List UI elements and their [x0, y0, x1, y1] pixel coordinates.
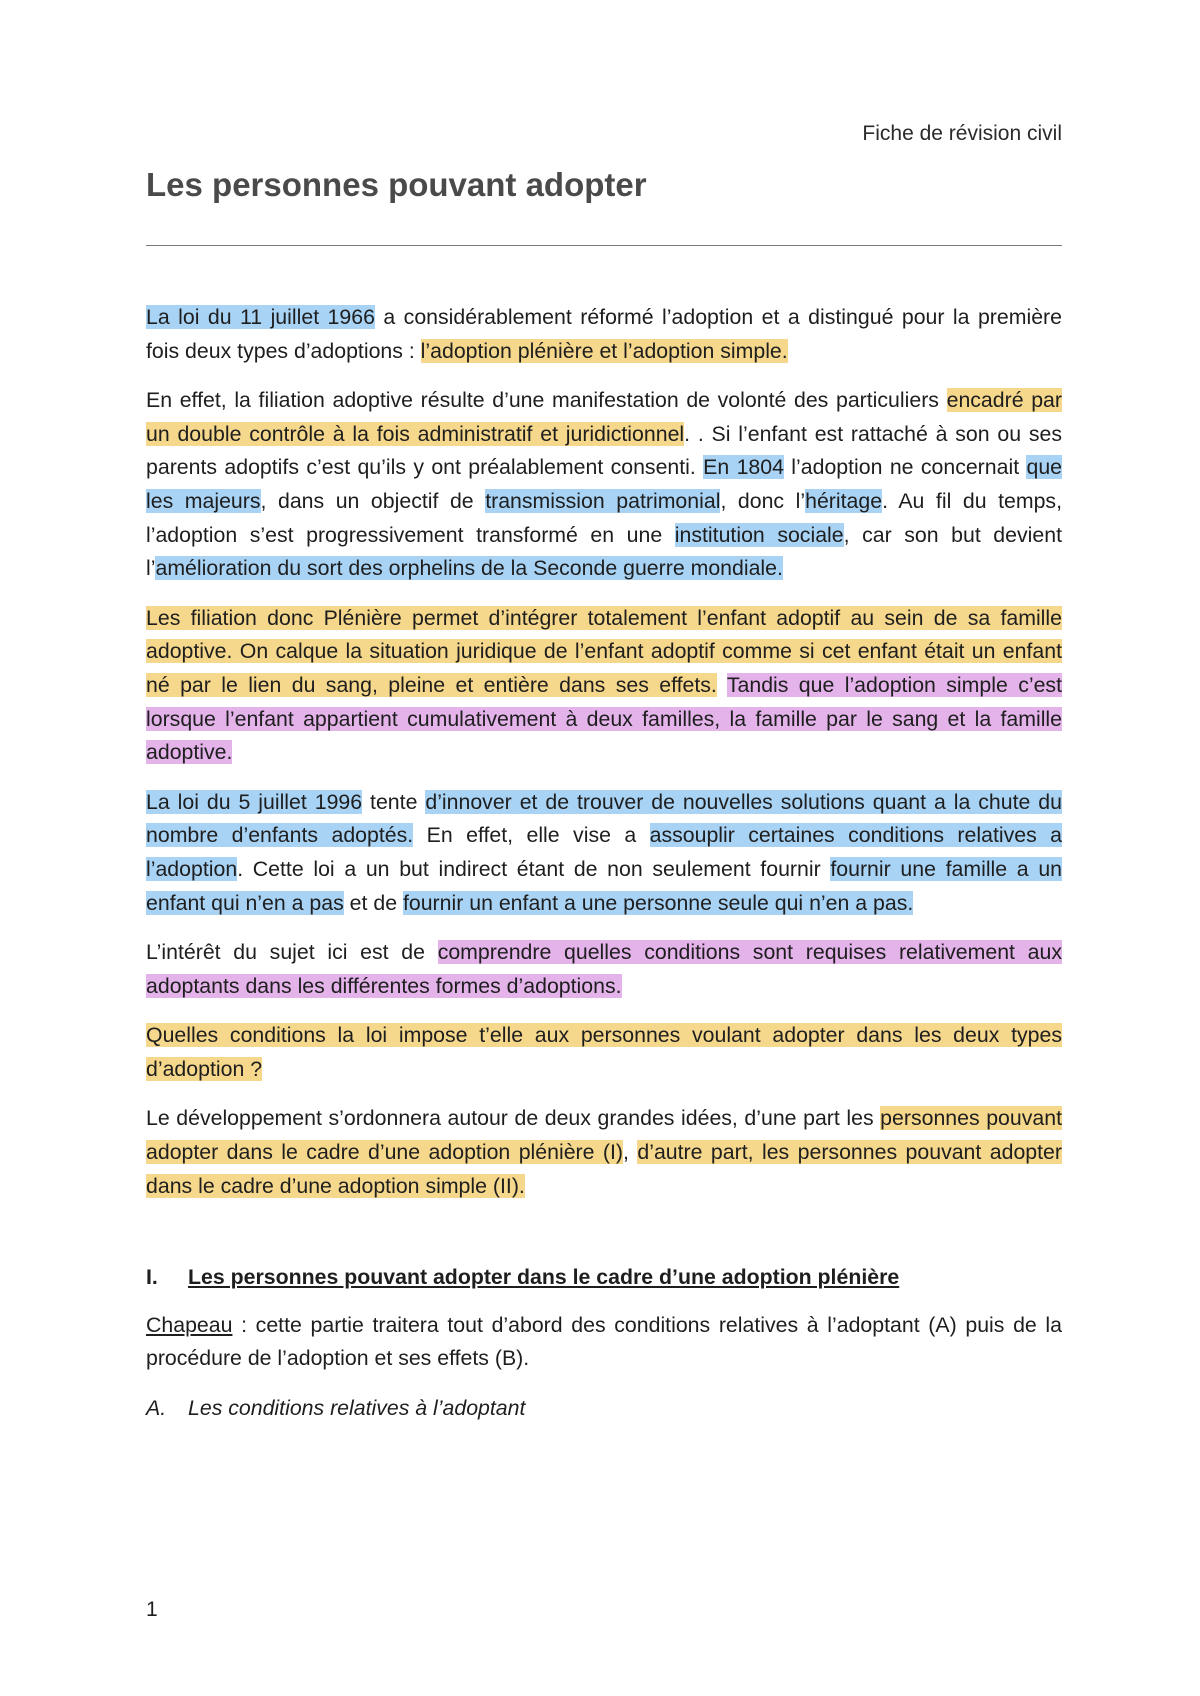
text-run: : cette partie traitera tout d’abord des conditions relatives à l’adoptant (A) puis de la procédure de l’adoption et ses effets (B).	[146, 1312, 1062, 1371]
text-run: . Au fil du temps, l’adoption s’est progressivement transformé en une	[146, 488, 1062, 547]
highlight-blue: héritage	[805, 488, 883, 513]
paragraph-plan	[146, 1102, 1062, 1203]
text-run: a considérablement réformé l’adoption et a distingué pour la première fois deux types d’adoptions :	[146, 305, 1062, 363]
text-run: tente	[362, 789, 426, 814]
highlight-yellow: l’adoption plénière et l’adoption simple.	[420, 338, 788, 363]
paragraph-types	[146, 602, 1062, 770]
highlight-yellow: Quelles conditions la loi impose t’elle aux personnes voulant adopter dans les deux types d’adoption ?	[146, 1023, 1062, 1081]
section-number: I.	[146, 1265, 158, 1290]
document-body	[146, 301, 1062, 1426]
text-run: En effet, la filiation adoptive résulte d’une manifestation de volonté des particuliers	[146, 388, 947, 413]
text-run: En effet, elle vise a	[413, 823, 650, 848]
text-run: . Cette loi a un but indirect étant de non seulement fournir	[237, 856, 831, 881]
highlight-blue: La loi du 11 juillet 1966	[146, 305, 375, 329]
highlight-blue: fournir une famille a un enfant qui n’en a pas	[146, 856, 1063, 915]
section-heading-1	[146, 1261, 1062, 1295]
paragraph-history	[146, 384, 1062, 586]
highlight-yellow: d’autre part, les personnes pouvant adopter dans le cadre d’une adoption simple (II).	[146, 1140, 1062, 1198]
highlight-blue: assouplir certaines conditions relatives a l’adoption	[146, 823, 1062, 881]
subsection-number: A.	[146, 1396, 167, 1421]
text-run: L’intérêt du sujet ici est de	[146, 940, 438, 965]
page-title: Les personnes pouvant adopter	[146, 166, 647, 203]
text-run: . . Si l’enfant est rattaché à son ou ses parents adoptifs c’est qu’ils y ont préalablement consenti.	[146, 421, 1062, 480]
paragraph-interest	[146, 936, 1062, 1003]
title-divider	[146, 245, 1062, 246]
text-run: l’adoption ne concernait	[783, 455, 1027, 480]
highlight-blue: En 1804	[703, 455, 784, 480]
highlight-blue: transmission patrimonial	[485, 488, 721, 513]
highlight-purple: Tandis que l’adoption simple c’est lorsque l’enfant appartient cumulativement à deux familles, la famille par le sang et la famille adoptive.	[146, 672, 1062, 765]
subsection-heading-a	[146, 1392, 1062, 1426]
chapeau-label: Chapeau	[146, 1312, 233, 1337]
paragraph-intro	[146, 301, 1062, 368]
highlight-blue: La loi du 5 juillet 1996	[146, 789, 363, 814]
highlight-blue: amélioration du sort des orphelins de la Seconde guerre mondiale.	[155, 556, 783, 581]
highlight-purple: comprendre quelles conditions sont requises relativement aux adoptants dans les différentes formes d’adoptions.	[146, 940, 1062, 998]
text-run: et de	[343, 890, 403, 915]
page-number: 1	[146, 1598, 158, 1621]
text-run	[717, 673, 727, 697]
section-title: Les personnes pouvant adopter dans le cadre d’une adoption plénière	[188, 1265, 900, 1290]
text-run: , dans un objectif de	[260, 488, 486, 513]
highlight-blue: fournir un enfant a une personne seule qui n’en a pas.	[402, 890, 914, 915]
paragraph-law-1996	[146, 786, 1062, 920]
text-run: Le développement s’ordonnera autour de deux grandes idées, d’une part les	[146, 1106, 881, 1131]
highlight-blue: institution sociale	[674, 522, 844, 547]
paragraph-question	[146, 1019, 1062, 1086]
text-run: ,	[623, 1140, 638, 1165]
text-run: , donc l’	[720, 488, 806, 513]
paragraph-chapeau	[146, 1309, 1062, 1376]
text-run: , car son but devient l’	[146, 522, 1062, 581]
highlight-yellow: personnes pouvant adopter dans le cadre d’une adoption plénière (I)	[146, 1106, 1062, 1165]
highlight-blue: que les majeurs	[146, 455, 1063, 513]
highlight-yellow: encadré par un double contrôle à la fois administratif et juridictionnel	[146, 388, 1062, 446]
highlight-blue: d’innover et de trouver de nouvelles solutions quant a la chute du nombre d’enfants adoptés.	[146, 789, 1062, 848]
subsection-title: Les conditions relatives à l’adoptant	[188, 1396, 526, 1421]
header-label: Fiche de révision civil	[862, 122, 1062, 145]
highlight-yellow: Les filiation donc Plénière permet d’intégrer totalement l’enfant adoptif au sein de sa famille adoptive. On calque la situation juridique de l’enfant adoptif comme si cet enfant était un enfant né par le lien du sang, pleine et entière dans ses effets.	[146, 605, 1062, 697]
